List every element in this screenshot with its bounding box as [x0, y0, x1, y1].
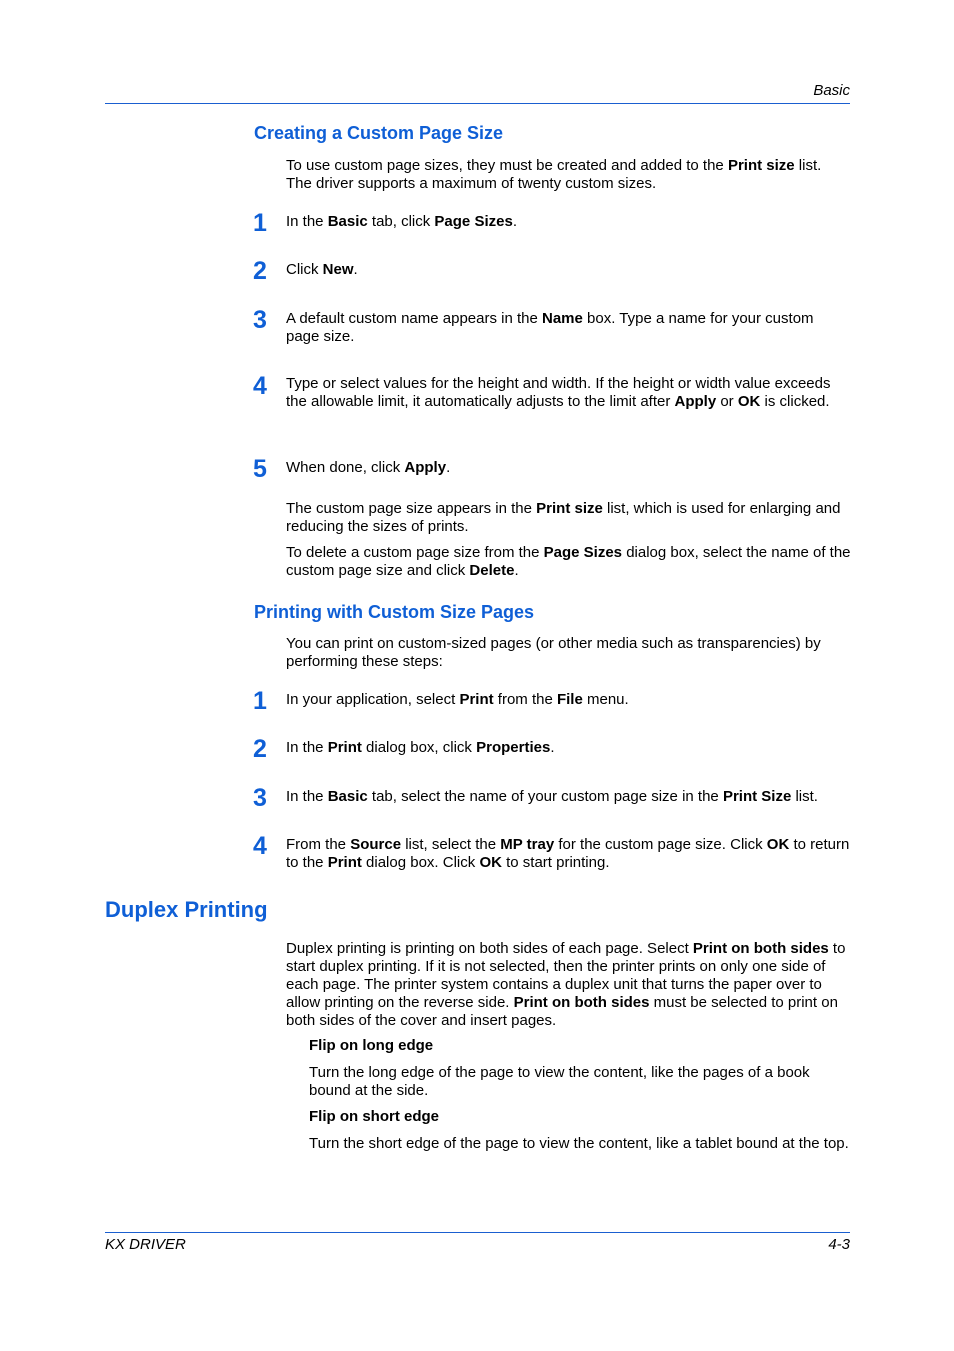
heading-custom-page-size: Creating a Custom Page Size [254, 123, 504, 143]
header-rule [105, 103, 850, 104]
option-description: Turn the long edge of the page to view the content, like the pages of a book bound at the side. [309, 1064, 810, 1099]
step-text: From the Source list, select the MP tray for the custom page size. Click OK to return to the Print dialog box. Click OK to start printing. [286, 836, 850, 871]
step-number: 1 [253, 687, 267, 715]
step-number: 5 [253, 455, 267, 483]
duplex-intro: Duplex printing is printing on both sides of each page. Select Print on both sides to start duplex printing. If it is not selected, then the printer prints on only one side of each page. The printer system contains a duplex unit that turns the paper over to allow printing on the reverse side. Print on both sides must be selected to print on both sides of the cover and insert pages. [286, 940, 846, 1029]
option-title: Flip on long edge [309, 1037, 434, 1054]
step-number: 3 [253, 306, 267, 334]
step-number: 4 [253, 832, 267, 860]
step-number: 2 [253, 257, 267, 285]
custom-page-size-intro: To use custom page sizes, they must be created and added to the Print size list. The driver supports a maximum of twenty custom sizes. [286, 157, 822, 192]
heading-duplex-printing: Duplex Printing [105, 897, 268, 922]
step-number: 3 [253, 784, 267, 812]
heading-printing-custom: Printing with Custom Size Pages [254, 602, 535, 622]
footer-page-number: 4-3 [828, 1236, 850, 1253]
custom-page-size-note: The custom page size appears in the Print size list, which is used for enlarging and reducing the sizes of prints. [286, 500, 841, 535]
step-text: In your application, select Print from the File menu. [286, 691, 629, 708]
footer-product: KX DRIVER [105, 1236, 186, 1253]
footer-rule [105, 1232, 850, 1233]
step-number: 4 [253, 372, 267, 400]
option-description: Turn the short edge of the page to view the content, like a tablet bound at the top. [309, 1135, 849, 1152]
step-text: When done, click Apply. [286, 459, 451, 476]
step-text: Type or select values for the height and width. If the height or width value exceeds the allowable limit, it automatically adjusts to the limit after Apply or OK is clicked. [286, 375, 831, 410]
step-text: In the Print dialog box, click Properties. [286, 739, 555, 756]
custom-page-size-delete-note: To delete a custom page size from the Page Sizes dialog box, select the name of the custom page size and click Delete. [286, 544, 851, 579]
step-number: 1 [253, 209, 267, 237]
printing-custom-intro: You can print on custom-sized pages (or other media such as transparencies) by performing these steps: [286, 635, 821, 670]
running-header: Basic [813, 82, 850, 99]
step-number: 2 [253, 735, 267, 763]
step-text: In the Basic tab, click Page Sizes. [286, 213, 517, 230]
step-text: In the Basic tab, select the name of your custom page size in the Print Size list. [286, 788, 818, 805]
step-text: Click New. [286, 261, 358, 278]
step-text: A default custom name appears in the Name box. Type a name for your custom page size. [286, 310, 814, 345]
option-title: Flip on short edge [309, 1108, 439, 1125]
